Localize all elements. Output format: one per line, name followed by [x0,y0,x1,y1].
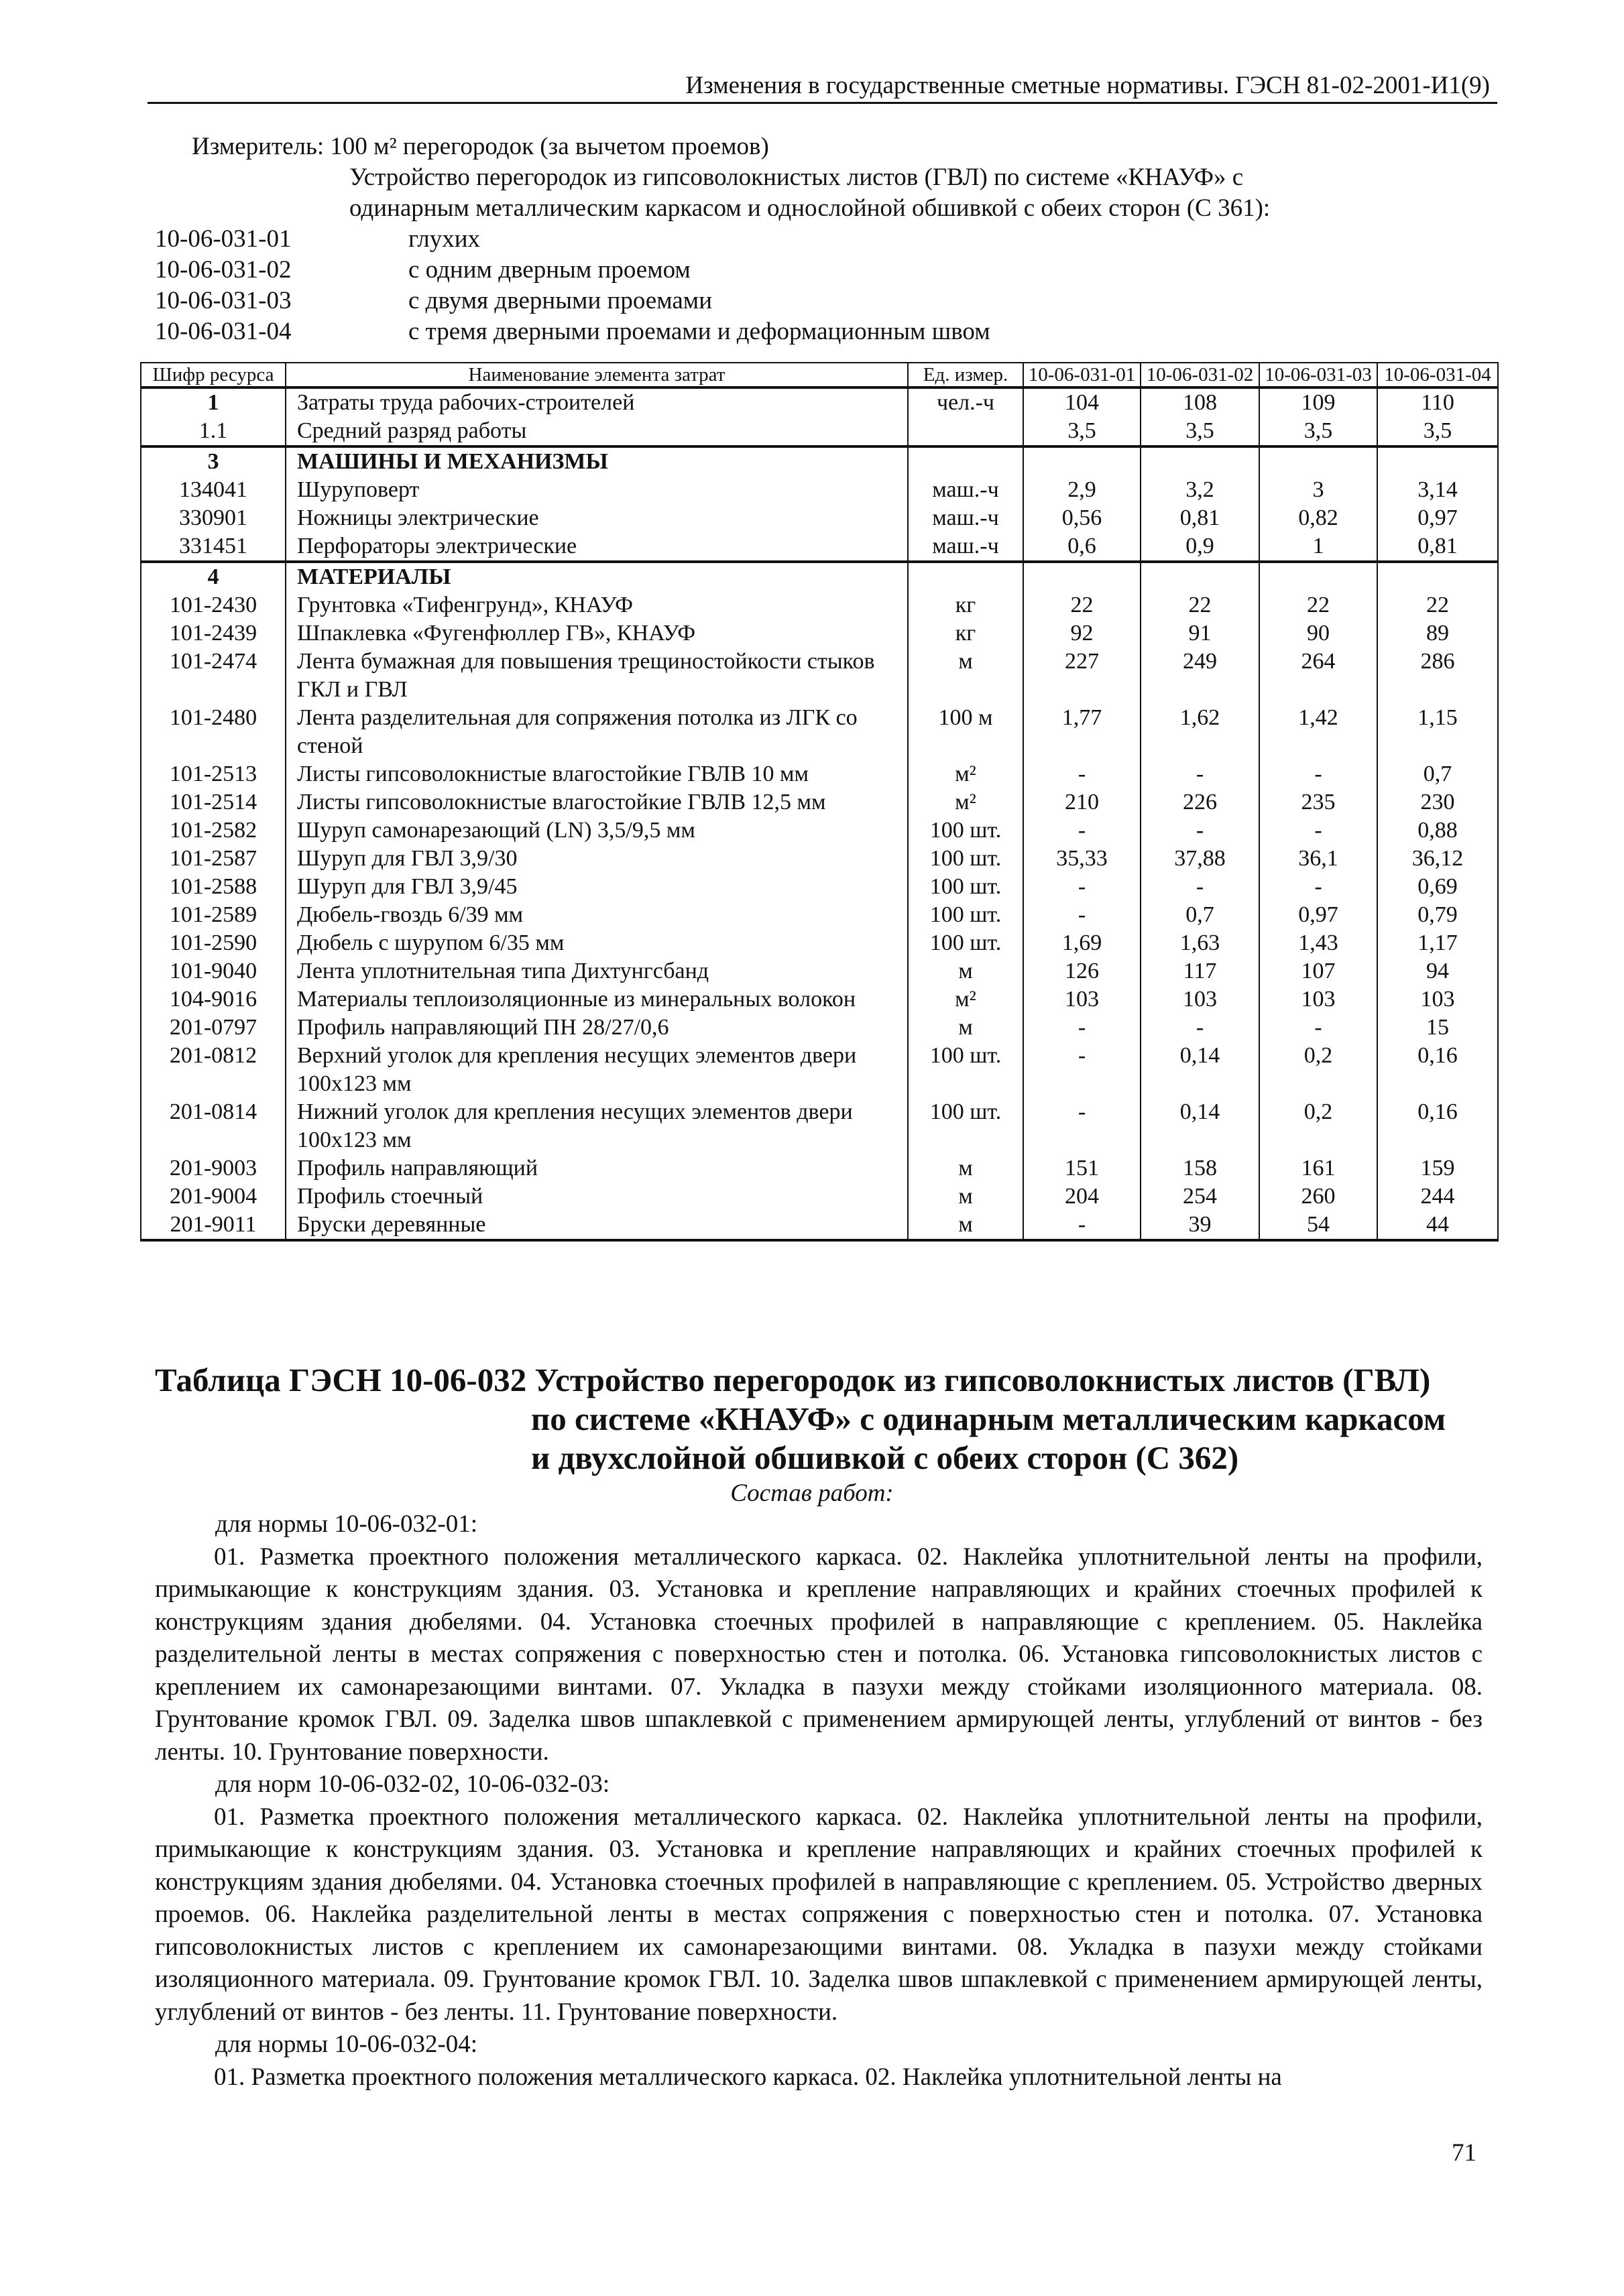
table-row [141,957,1498,985]
resource-name: Лента разделительная для сопряжения потолка из ЛГК со стеной [286,704,908,760]
resource-code: 101-2589 [141,901,286,929]
norm-value [1377,562,1498,591]
table-header-row [141,363,1498,387]
table-row [141,532,1498,562]
header-rule [148,102,1497,104]
norm-value: 210 [1023,788,1141,817]
norm-value: - [1023,901,1141,929]
norm-value: 158 [1141,1154,1259,1183]
norm-value: 2,9 [1023,476,1141,504]
resource-code: 330901 [141,504,286,532]
norm-item [155,316,990,347]
title-line: Таблица ГЭСН 10-06-032 Устройство перегородок из гипсоволокнистых листов (ГВЛ) [155,1362,1431,1398]
norm-value: - [1023,1014,1141,1042]
resource-code: 201-9004 [141,1183,286,1211]
norm-value: 0,69 [1377,873,1498,901]
norm-value: 264 [1259,648,1377,704]
norm-value: - [1259,873,1377,901]
norm-value: 1,17 [1377,929,1498,957]
resource-code: 101-2590 [141,929,286,957]
table-row [141,417,1498,446]
norm-value: 54 [1259,1211,1377,1240]
norm-value [1259,562,1377,591]
col-header-norm-02: 10-06-031-02 [1141,363,1259,387]
title-line: и двухслойной обшивкой с обеих сторон (С 362) [531,1439,1239,1476]
norm-value: 1,43 [1259,929,1377,957]
table-row [141,1042,1498,1098]
resource-name: Шуруп для ГВЛ 3,9/30 [286,845,908,873]
work-composition-text [155,1508,1483,2094]
table-row [141,591,1498,619]
norm-value: 107 [1259,957,1377,985]
table-row [141,929,1498,957]
norm-value: 94 [1377,957,1498,985]
unit: 100 шт. [908,1042,1023,1098]
norm-value: 1,15 [1377,704,1498,760]
unit: 100 шт. [908,929,1023,957]
resource-code: 101-2474 [141,648,286,704]
resource-code: 101-2430 [141,591,286,619]
norm-value: 22 [1377,591,1498,619]
unit: м [908,1154,1023,1183]
resource-code: 3 [141,446,286,476]
norm-value: 227 [1023,648,1141,704]
table-row [141,648,1498,704]
resource-code: 201-0797 [141,1014,286,1042]
unit: м² [908,788,1023,817]
norm-value: 109 [1259,387,1377,417]
norm-value: 104 [1023,387,1141,417]
norm-text: с одним дверным проемом [408,256,691,284]
col-header-norm-03: 10-06-031-03 [1259,363,1377,387]
col-header-name: Наименование элемента затрат [286,363,908,387]
norm-code: 10-06-031-02 [155,256,292,284]
norm-value: - [1141,760,1259,788]
resource-name: Листы гипсоволокнистые влагостойкие ГВЛВ 10 мм [286,760,908,788]
table-row [141,845,1498,873]
resource-code: 101-2513 [141,760,286,788]
norm-value: 36,1 [1259,845,1377,873]
resource-name: Дюбель с шурупом 6/35 мм [286,929,908,957]
table-row [141,1098,1498,1154]
norm-code: 10-06-031-01 [155,225,292,253]
norm-text: с двумя дверными проемами [408,287,712,314]
table-row [141,873,1498,901]
resource-name: Верхний уголок для крепления несущих элементов двери 100х123 мм [286,1042,908,1098]
resource-code: 101-9040 [141,957,286,985]
norm-value: 22 [1023,591,1141,619]
norm-value: 39 [1141,1211,1259,1240]
norm-value: 15 [1377,1014,1498,1042]
work-steps-paragraph: 01. Разметка проектного положения металлического каркаса. 02. Наклейка уплотнительной ленты на профили, примыкающие к конструкциям здания. 03. Установка и крепление направляющих и крайних стоечных профилей к конструкциям здания дюбелями. 04. Установка стоечных профилей в направляющие с креплением. 05. Устройство дверных проемов. 06. Наклейка разделительной ленты в местах сопряжения с поверхностью стен и потолка. 07. Установка гипсоволокнистых листов с креплением их самонарезающими винтами. 08. Укладка в пазухи между стойками изоляционного материала. 09. Грунтование кромок ГВЛ. 10. Заделка швов шпаклевкой с применением армирующей ленты, углублений от винтов - без ленты. 11. Грунтование поверхности. [155,1803,1483,2026]
unit: м [908,1014,1023,1042]
norm-value: 108 [1141,387,1259,417]
table-description-line1: Устройство перегородок из гипсоволокнистых листов (ГВЛ) по системе «КНАУФ» с [349,164,1244,191]
norm-text: с тремя дверными проемами и деформационным швом [408,318,990,345]
norm-reference: для нормы 10-06-032-04: [215,2031,478,2058]
norm-value: 3,14 [1377,476,1498,504]
resource-code: 331451 [141,532,286,562]
norm-value: 286 [1377,648,1498,704]
norm-value: 89 [1377,619,1498,648]
unit: маш.-ч [908,532,1023,562]
table-row [141,387,1498,417]
norm-value: 0,7 [1377,760,1498,788]
resource-code: 201-0812 [141,1042,286,1098]
norm-value: 90 [1259,619,1377,648]
norm-value: 254 [1141,1183,1259,1211]
running-header: Изменения в государственные сметные нормативы. ГЭСН 81-02-2001-И1(9) [685,72,1490,99]
unit: маш.-ч [908,504,1023,532]
norm-value: 0,9 [1141,532,1259,562]
norm-item [155,224,990,255]
norm-value [1023,562,1141,591]
unit: м² [908,760,1023,788]
col-header-norm-01: 10-06-031-01 [1023,363,1141,387]
resource-name: Лента уплотнительная типа Дихтунгсбанд [286,957,908,985]
norm-value: 0,97 [1377,504,1498,532]
resource-code: 104-9016 [141,985,286,1014]
unit: 100 шт. [908,901,1023,929]
norm-value [1141,562,1259,591]
table-row [141,562,1498,591]
resource-name: Затраты труда рабочих-строителей [286,387,908,417]
norm-value: 1,77 [1023,704,1141,760]
resource-code: 101-2480 [141,704,286,760]
resource-name: Дюбель-гвоздь 6/39 мм [286,901,908,929]
page-number: 71 [1452,2139,1476,2167]
norm-code: 10-06-031-03 [155,287,292,314]
resource-name: Ножницы электрические [286,504,908,532]
resource-name: Листы гипсоволокнистые влагостойкие ГВЛВ 12,5 мм [286,788,908,817]
resource-name: Нижний уголок для крепления несущих элементов двери 100х123 мм [286,1098,908,1154]
norm-value: 3,5 [1023,417,1141,446]
norm-value: - [1259,760,1377,788]
table-row [141,817,1498,845]
resource-name: Шуруп самонарезающий (LN) 3,5/9,5 мм [286,817,908,845]
resource-code: 201-0814 [141,1098,286,1154]
resource-code: 101-2514 [141,788,286,817]
norm-value: 91 [1141,619,1259,648]
unit: кг [908,591,1023,619]
norm-value: 151 [1023,1154,1141,1183]
resource-name: Профиль направляющий [286,1154,908,1183]
resource-code: 101-2439 [141,619,286,648]
norm-value: 1,63 [1141,929,1259,957]
col-header-unit: Ед. измер. [908,363,1023,387]
unit [908,446,1023,476]
norm-value: 0,82 [1259,504,1377,532]
resource-code: 201-9011 [141,1211,286,1240]
unit: 100 шт. [908,817,1023,845]
unit [908,417,1023,446]
norm-value: - [1023,1042,1141,1098]
norm-value: 1,42 [1259,704,1377,760]
table-body [141,387,1498,1240]
unit: 100 м [908,704,1023,760]
resource-name: Материалы теплоизоляционные из минеральных волокон [286,985,908,1014]
unit: м [908,1211,1023,1240]
work-steps-paragraph: 01. Разметка проектного положения металлического каркаса. 02. Наклейка уплотнительной ленты на [214,2063,1282,2091]
norm-value: 161 [1259,1154,1377,1183]
table-row [141,504,1498,532]
unit: 100 шт. [908,873,1023,901]
resource-name: Грунтовка «Тифенгрунд», КНАУФ [286,591,908,619]
norm-value: 36,12 [1377,845,1498,873]
norm-value: 226 [1141,788,1259,817]
norm-value: 0,56 [1023,504,1141,532]
resource-code: 1 [141,387,286,417]
resource-name: Лента бумажная для повышения трещиностойкости стыков ГКЛ и ГВЛ [286,648,908,704]
norm-value: - [1141,817,1259,845]
norm-value: 249 [1141,648,1259,704]
norm-value: 1,62 [1141,704,1259,760]
norm-value: 1 [1259,532,1377,562]
resource-name: Профиль стоечный [286,1183,908,1211]
unit: м [908,1183,1023,1211]
table-row [141,446,1498,476]
norm-item [155,286,990,316]
resource-code: 1.1 [141,417,286,446]
norm-value: 103 [1023,985,1141,1014]
norm-value: 0,16 [1377,1042,1498,1098]
norm-value: 0,2 [1259,1098,1377,1154]
norm-value: 0,14 [1141,1098,1259,1154]
resource-name: Профиль направляющий ПН 28/27/0,6 [286,1014,908,1042]
norm-reference: для нормы 10-06-032-01: [215,1510,478,1538]
norm-value: 1,69 [1023,929,1141,957]
table-row [141,985,1498,1014]
norm-value: 0,81 [1377,532,1498,562]
unit: 100 шт. [908,1098,1023,1154]
norm-value: - [1141,1014,1259,1042]
norm-value: 3,5 [1377,417,1498,446]
norm-value [1259,446,1377,476]
norm-value: 22 [1259,591,1377,619]
norm-value: 35,33 [1023,845,1141,873]
measure-unit: Измеритель: 100 м² перегородок (за вычетом проемов) [192,133,769,160]
resource-code: 4 [141,562,286,591]
norm-value: 110 [1377,387,1498,417]
norm-value: 235 [1259,788,1377,817]
norm-value: - [1023,1211,1141,1240]
norm-value: 0,6 [1023,532,1141,562]
table-row [141,619,1498,648]
table-row [141,1211,1498,1240]
col-header-norm-04: 10-06-031-04 [1377,363,1498,387]
section-title [155,1361,1446,1477]
norm-value: 3 [1259,476,1377,504]
norm-value: - [1141,873,1259,901]
norm-value: - [1023,760,1141,788]
work-steps-paragraph: 01. Разметка проектного положения металлического каркаса. 02. Наклейка уплотнительной ленты на профили, примыкающие к конструкциям здания. 03. Установка и крепление направляющих и крайних стоечных профилей к конструкциям здания дюбелями. 04. Установка стоечных профилей в направляющие с креплением. 05. Наклейка разделительной ленты в местах сопряжения с поверхностью стен и потолка. 06. Установка гипсоволокнистых листов с креплением их самонарезающими винтами. 07. Укладка в пазухи между стойками изоляционного материала. 08. Грунтование кромок ГВЛ. 09. Заделка швов шпаклевкой с применением армирующей ленты, углублений от винтов - без ленты. 10. Грунтование поверхности. [155,1543,1483,1766]
norm-value: 159 [1377,1154,1498,1183]
norm-value: 0,79 [1377,901,1498,929]
norm-reference: для норм 10-06-032-02, 10-06-032-03: [215,1770,610,1798]
norm-value: 103 [1141,985,1259,1014]
resource-table [140,362,1499,1242]
norm-list [155,224,990,347]
table-row [141,1183,1498,1211]
unit: чел.-ч [908,387,1023,417]
resource-name: Перфораторы электрические [286,532,908,562]
norm-value: 0,16 [1377,1098,1498,1154]
norm-value [1377,446,1498,476]
unit: м [908,648,1023,704]
norm-value: 204 [1023,1183,1141,1211]
norm-code: 10-06-031-04 [155,318,292,345]
resource-name: Шпаклевка «Фугенфюллер ГВ», КНАУФ [286,619,908,648]
norm-value: - [1023,817,1141,845]
resource-code: 101-2588 [141,873,286,901]
resource-code: 201-9003 [141,1154,286,1183]
norm-value: 126 [1023,957,1141,985]
resource-name: Средний разряд работы [286,417,908,446]
resource-code: 134041 [141,476,286,504]
norm-value [1141,446,1259,476]
norm-value: 0,7 [1141,901,1259,929]
unit: 100 шт. [908,845,1023,873]
resource-name: МАШИНЫ И МЕХАНИЗМЫ [286,446,908,476]
norm-value: 3,2 [1141,476,1259,504]
norm-value: 22 [1141,591,1259,619]
norm-value: 117 [1141,957,1259,985]
resource-name: Шуруповерт [286,476,908,504]
norm-value: - [1259,817,1377,845]
norm-value: - [1259,1014,1377,1042]
table-row [141,760,1498,788]
norm-value: 244 [1377,1183,1498,1211]
norm-value: 260 [1259,1183,1377,1211]
norm-value: 3,5 [1141,417,1259,446]
table-row [141,788,1498,817]
table-row [141,1014,1498,1042]
resource-name: Шуруп для ГВЛ 3,9/45 [286,873,908,901]
norm-value: 0,81 [1141,504,1259,532]
norm-value: 103 [1377,985,1498,1014]
norm-text: глухих [408,225,481,253]
resource-name: Бруски деревянные [286,1211,908,1240]
table-row [141,476,1498,504]
table-row [141,901,1498,929]
unit: маш.-ч [908,476,1023,504]
norm-value: 37,88 [1141,845,1259,873]
norm-value [1023,446,1141,476]
norm-value: 230 [1377,788,1498,817]
table-row [141,1154,1498,1183]
norm-value: - [1023,1098,1141,1154]
norm-value: 3,5 [1259,417,1377,446]
work-composition-heading: Состав работ: [730,1479,894,1507]
unit: м [908,957,1023,985]
unit: м² [908,985,1023,1014]
title-line: по системе «КНАУФ» с одинарным металлическим каркасом [531,1400,1446,1437]
resource-name: МАТЕРИАЛЫ [286,562,908,591]
norm-value: 0,88 [1377,817,1498,845]
norm-value: 0,2 [1259,1042,1377,1098]
norm-value: 92 [1023,619,1141,648]
norm-value: 103 [1259,985,1377,1014]
norm-item [155,255,990,286]
norm-value: 44 [1377,1211,1498,1240]
unit: кг [908,619,1023,648]
table-row [141,704,1498,760]
resource-code: 101-2587 [141,845,286,873]
norm-value: 0,14 [1141,1042,1259,1098]
table-description-line2: одинарным металлическим каркасом и однослойной обшивкой с обеих сторон (С 361): [349,194,1271,222]
norm-value: - [1023,873,1141,901]
norm-value: 0,97 [1259,901,1377,929]
resource-code: 101-2582 [141,817,286,845]
col-header-code: Шифр ресурса [141,363,286,387]
unit [908,562,1023,591]
